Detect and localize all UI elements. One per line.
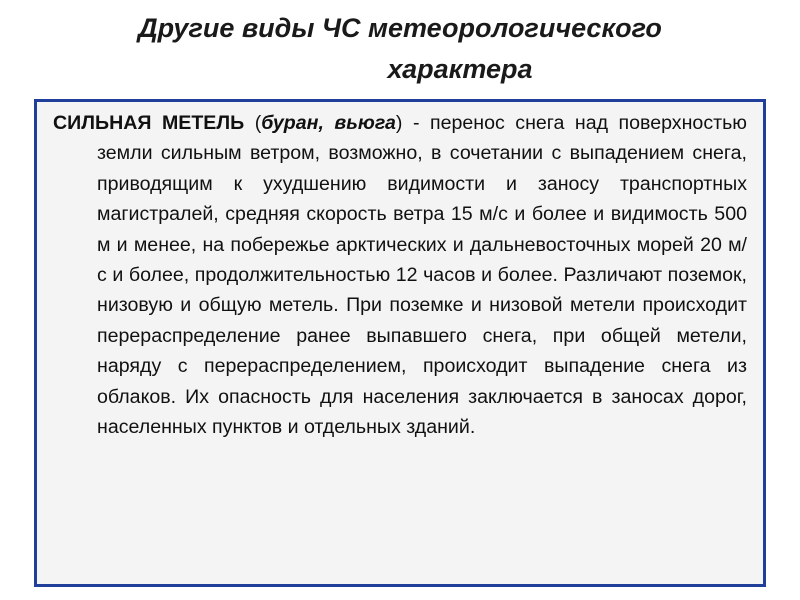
definition-box: [34, 99, 766, 587]
paren-close: ): [395, 112, 403, 134]
slide-title: [40, 8, 760, 90]
term-heading: СИЛЬНАЯ МЕТЕЛЬ: [53, 112, 245, 134]
definition-text: - перенос снега над поверхностью земли сильным ветром, возможно, в сочетании с выпадением снега, приводящим к ухудшению видимости и заносу транспортных магистралей, средняя скорость ветра 15 м/с и более и видимость 500 м и менее, на побережье арктических и дальневосточных морей 20 м/с и более, продолжительностью 12 часов и более. Различают поземок, низовую и общую метель. При поземке и низовой метели происходит перераспределение ранее выпавшего снега, при общей метели, наряду с перераспределением, происходит выпадение снега из облаков. Их опасность для населения заключается в заносах дорог, населенных пунктов и отдельных зданий.: [97, 112, 747, 439]
definition-paragraph: [53, 108, 747, 442]
term-synonyms: буран, вьюга: [261, 112, 396, 134]
slide-title-line-2: характера: [387, 54, 533, 84]
paren-open: (: [244, 112, 262, 134]
slide-title-line-1: Другие виды ЧС метеорологического: [138, 13, 662, 43]
